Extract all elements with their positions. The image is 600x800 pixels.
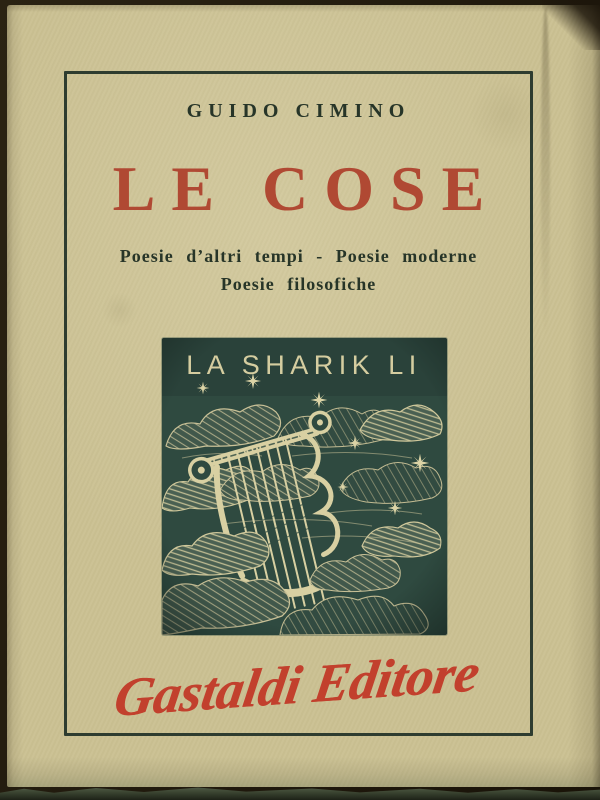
book-cover xyxy=(7,5,600,787)
author-name: GUIDO CIMINO xyxy=(186,100,411,122)
cover-illustration xyxy=(162,338,447,635)
subtitle-line-1: Poesie d’altri tempi - Poesie moderne xyxy=(119,246,478,266)
publisher-signature: Gastaldi Editore xyxy=(110,641,484,729)
vignette xyxy=(162,338,447,635)
cover-crease xyxy=(541,7,550,337)
illustration-caption: LA SHARIK LI xyxy=(186,350,422,380)
book-title: LE COSE xyxy=(112,153,501,224)
subtitle-line-2: Poesie filosofiche xyxy=(220,274,377,294)
woodcut-lyre-scene xyxy=(162,338,447,635)
top-right-corner-shadow xyxy=(542,0,600,50)
